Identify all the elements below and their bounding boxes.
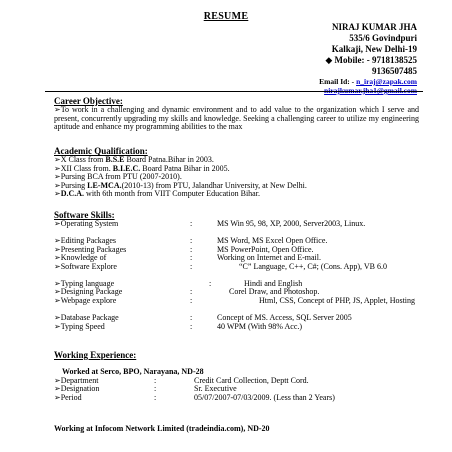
resume-title: RESUME bbox=[203, 11, 249, 22]
skill-row: ➢Software Explore : “C” Language, C++, C#; (Cons. App), VB 6.0 bbox=[54, 261, 387, 271]
skill-row: ➢Operating System : MS Win 95, 98, XP, 2000, Server2003, Linux. bbox=[54, 219, 366, 228]
skill-row: ➢Designing Package : Corel Draw, and Photoshop. bbox=[54, 287, 320, 297]
skill-row: ➢Webpage explore : Html, CSS, Concept of PHP, JS, Applet, Hosting bbox=[54, 295, 416, 305]
experience-section bbox=[54, 350, 419, 411]
software-skills-section bbox=[54, 210, 419, 331]
skill-row: ➢Database Package : Concept of MS. Access, SQL Server 2005 bbox=[54, 312, 352, 322]
experience-heading: Working Experience: bbox=[54, 350, 137, 360]
contact-mobile-2: 9136507485 bbox=[372, 66, 417, 76]
experience-row: ➢Designation : Sr. Executive bbox=[54, 384, 237, 394]
academic-item: ➢X Class from B.S.E Board Patna.Bihar in 2003. bbox=[54, 155, 214, 164]
academic-item: ➢D.C.A. with 6th month from VIIT Computer Education Bihar. bbox=[54, 189, 260, 199]
contact-email-line bbox=[319, 77, 417, 86]
software-skills-heading: Software Skills: bbox=[54, 210, 115, 220]
academic-item: ➢XII Class from. B.I.E.C. Board Patna Bihar in 2005. bbox=[54, 163, 230, 173]
career-objective-text: ➢To work in a challenging and dynamic environment and to add value to the organization which I serve and present, concurrently upgrading my skills and knowledge. Seeking a challenging career to utilize my engineering aptitude and enhance my programming abilities to the max bbox=[54, 105, 419, 132]
contact-address-line-2: Kalkaji, New Delhi-19 bbox=[331, 44, 417, 54]
skill-row: ➢Editing Packages : MS Word, MS Excel Open Office. bbox=[54, 236, 328, 245]
academic-section bbox=[54, 146, 419, 199]
experience-row: ➢Department : Credit Card Collection, Deptt Cord. bbox=[54, 375, 309, 385]
experience-row: ➢Period : 05/07/2007-07/03/2009. (Less than 2 Years) bbox=[54, 392, 335, 402]
career-objective-heading: Career Objective: bbox=[54, 96, 123, 106]
contact-address-line-1: 535/6 Govindpuri bbox=[349, 33, 417, 43]
job-title: Worked at Serco, BPO, Narayana, ND-28 bbox=[62, 367, 204, 376]
skill-row: ➢Presenting Packages : MS PowerPoint, Open Office. bbox=[54, 244, 314, 254]
contact-block bbox=[319, 22, 417, 95]
skill-row: ➢Knowledge of : Working on Internet and E-mail. bbox=[54, 253, 321, 263]
academic-heading: Academic Qualification: bbox=[54, 146, 148, 156]
email-label: Email Id: - bbox=[319, 77, 357, 86]
skill-row: ➢Typing language : Hindi and English bbox=[54, 278, 303, 288]
academic-item: ➢Pursing LE-MCA.(2010-13) from PTU, Jalandhar University, at New Delhi. bbox=[54, 180, 307, 190]
career-objective-section bbox=[54, 96, 419, 132]
job-title-2: Working at Infocom Network Limited (tradeindia.com), ND-20 bbox=[54, 424, 270, 433]
contact-mobile-1: ◆ Mobile: - 9718138525 bbox=[325, 55, 417, 65]
header-divider bbox=[45, 91, 423, 92]
email-link-1[interactable]: n_iraj@zapak.com bbox=[356, 77, 417, 86]
email-link-2[interactable]: nirajkumar.jha1@gmail.com bbox=[324, 86, 417, 95]
contact-name: NIRAJ KUMAR JHA bbox=[332, 22, 417, 32]
skill-row: ➢Typing Speed : 40 WPM (With 98% Acc.) bbox=[54, 321, 303, 331]
academic-item: ➢Pursing BCA from PTU (2007-2010). bbox=[54, 172, 182, 182]
